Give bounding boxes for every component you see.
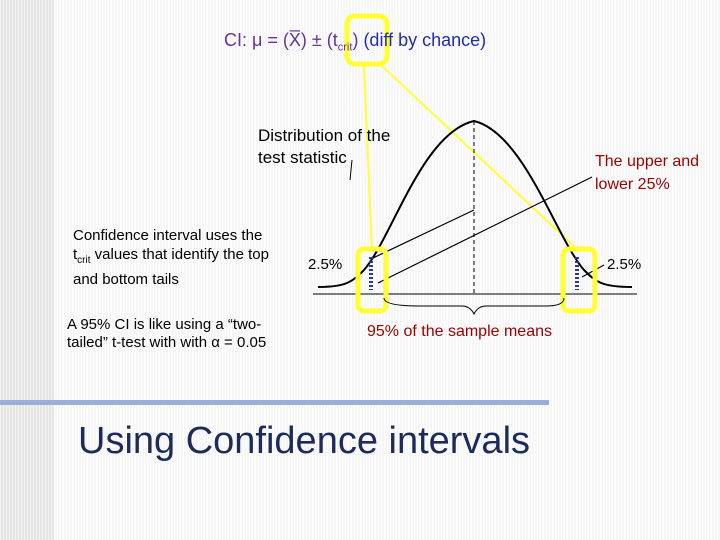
formula-prefix: CI: μ = (X̅) ± (t [224,30,338,50]
connector-line-right [380,64,578,250]
upper-lower-label: The upper and lower 25% [595,153,700,193]
alpha-explanation: A 95% CI is like using a “two-tailed” t-test with with α = 0.05 [67,316,267,351]
slide-title: Using Confidence intervals [78,420,531,462]
ci-explanation [73,226,283,289]
tail-right-percent: 2.5% [607,256,642,273]
distribution-label: Distribution of the test statistic [258,126,391,167]
ci-label-sub: crit [77,255,91,266]
ci-formula [224,30,486,54]
brace-95 [384,298,564,314]
formula-sub: crit [337,41,353,54]
sample-means-label: 95% of the sample means [367,323,552,340]
title-rule [0,400,549,405]
formula-diff: (diff by chance) [363,30,487,50]
formula-mid: ) [352,30,364,50]
ci-label-part2: values that identify the top and bottom tails [73,246,269,288]
ci-label-part1: Confidence interval uses the t [73,227,263,263]
tail-left-percent: 2.5% [308,256,343,273]
pointer-to-mean [373,210,474,258]
